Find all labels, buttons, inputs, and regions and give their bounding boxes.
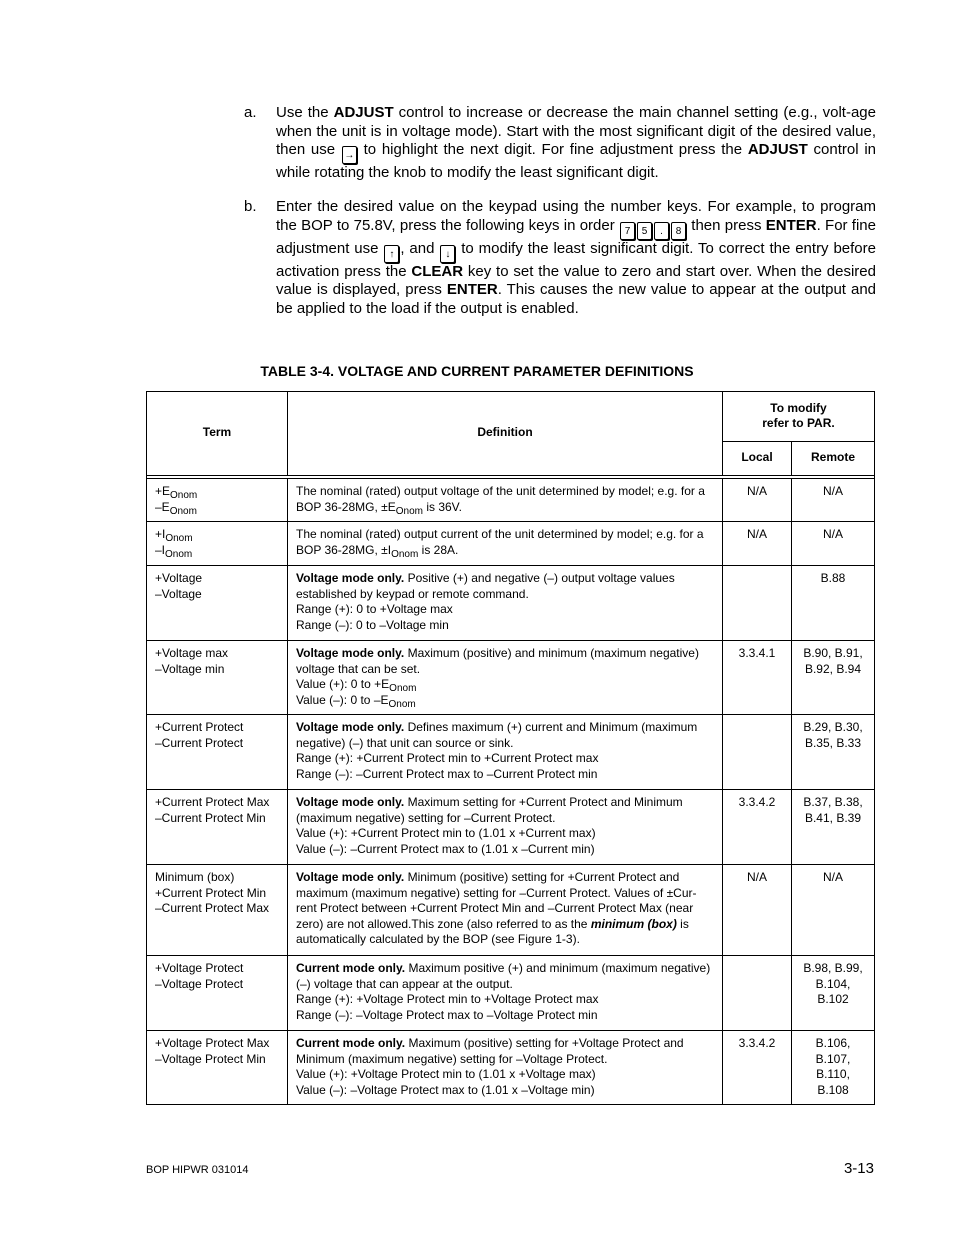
paragraph-a-text: Use the ADJUST control to increase or decrease the main channel setting (e.g., volt-age when the unit is in voltage mode). Start with the most significant digit of the desired value, then use → to highlight the next digit. For fine adjustment press the ADJUST control in while rotating the knob to modify the least significant digit.	[276, 104, 876, 182]
definition-cell: The nominal (rated) output voltage of the unit determined by model; e.g. for a BOP 36-28MG, $\pm E_{Onom}$ is 36V.	[288, 479, 723, 522]
paragraph-b-text: Enter the desired value on the keypad using the number keys. For example, to program the BOP to 75.8V, press the following keys in order 7 5 . 8 then press ENTER. For fine adjustment use ↑ , and ↓ to modify the least significant digit. To correct the entry before activation press the CLEAR key to set the value to zero and start over. When the desired value is displayed, press ENTER. This causes the new value to appear at the output and be applied to the load if the output is enabled.	[276, 198, 876, 318]
key-7-icon: 7	[620, 222, 635, 240]
local-cell: 3.3.4.1	[723, 641, 792, 715]
paragraph-a-label: a.	[244, 104, 257, 121]
remote-cell: B.90, B.91, B.92, B.94	[792, 641, 875, 715]
remote-cell: B.88	[792, 566, 875, 641]
paragraph-b-label: b.	[244, 198, 257, 215]
term-cell: +Voltage Protect Max –Voltage Protect Min	[147, 1031, 288, 1105]
definition-cell: Current mode only. Maximum (positive) setting for +Voltage Protect and Minimum (maximum negative) setting for –Voltage Protect. Value (+): +Voltage Protect min to (1.01 x +Voltage max) Value (–): –Voltage Protect max to (1.01 x –Voltage min)	[288, 1031, 723, 1105]
definition-cell: Voltage mode only. Defines maximum (+) current and Minimum (maximum negative) (–) that unit can source or sink. Range (+): +Current Protect min to +Current Protect max Range (–): –Current Protect max to –Current Protect min	[288, 715, 723, 790]
up-arrow-key-icon: ↑	[384, 245, 399, 263]
remote-cell: B.98, B.99, B.104, B.102	[792, 956, 875, 1031]
remote-cell: N/A	[792, 522, 875, 566]
header-local: Local	[723, 442, 792, 476]
term-cell: +Voltage max –Voltage min	[147, 641, 288, 715]
local-cell	[723, 715, 792, 790]
term-cell: Minimum (box) +Current Protect Min –Current Protect Max	[147, 865, 288, 956]
term-cell: +Voltage Protect –Voltage Protect	[147, 956, 288, 1031]
table-row	[147, 956, 875, 1031]
term-cell: $+E_{Onom}$ $-E_{Onom}$	[147, 479, 288, 522]
table-row	[147, 522, 875, 566]
table-row	[147, 641, 875, 715]
remote-cell: B.29, B.30, B.35, B.33	[792, 715, 875, 790]
local-cell: 3.3.4.2	[723, 790, 792, 865]
right-arrow-key-icon: →	[342, 146, 357, 164]
remote-cell: N/A	[792, 865, 875, 956]
local-cell	[723, 566, 792, 641]
local-cell: N/A	[723, 479, 792, 522]
definition-cell: The nominal (rated) output current of the unit determined by model; e.g. for a BOP 36-28MG, $\pm I_{Onom}$ is 28A.	[288, 522, 723, 566]
key-decimal-icon: .	[654, 222, 669, 240]
remote-cell: N/A	[792, 479, 875, 522]
table-title: TABLE 3-4. VOLTAGE AND CURRENT PARAMETER DEFINITIONS	[260, 363, 694, 379]
table-row	[147, 566, 875, 641]
parameter-definitions-table	[146, 391, 875, 1105]
key-5-icon: 5	[637, 222, 652, 240]
term-cell: +Current Protect Max –Current Protect Min	[147, 790, 288, 865]
definition-cell: Voltage mode only. Maximum setting for +Current Protect and Minimum (maximum negative) setting for –Current Protect. Value (+): +Current Protect min to (1.01 x +Current max) Value (–): –Current Protect max to (1.01 x –Current min)	[288, 790, 723, 865]
key-8-icon: 8	[671, 222, 686, 240]
paragraph-b	[244, 198, 876, 319]
table-row	[147, 865, 875, 956]
table-row	[147, 479, 875, 522]
remote-cell: B.106, B.107, B.110, B.108	[792, 1031, 875, 1105]
header-to-modify: To modify refer to PAR.	[723, 392, 875, 442]
local-cell	[723, 956, 792, 1031]
paragraph-a	[244, 104, 876, 183]
header-term: Term	[147, 392, 288, 476]
footer-doc-id: BOP HIPWR 031014	[146, 1164, 249, 1176]
header-remote: Remote	[792, 442, 875, 476]
table-row	[147, 1031, 875, 1105]
term-cell: +Current Protect –Current Protect	[147, 715, 288, 790]
table-row	[147, 790, 875, 865]
term-cell: +Voltage –Voltage	[147, 566, 288, 641]
local-cell: 3.3.4.2	[723, 1031, 792, 1105]
page-number: 3-13	[843, 1160, 874, 1177]
term-cell: $+I_{Onom}$ $-I_{Onom}$	[147, 522, 288, 566]
definition-cell: Voltage mode only. Positive (+) and negative (–) output voltage values established by keypad or remote command. Range (+): 0 to +Voltage max Range (–): 0 to –Voltage min	[288, 566, 723, 641]
header-definition: Definition	[288, 392, 723, 476]
local-cell: N/A	[723, 522, 792, 566]
down-arrow-key-icon: ↓	[440, 245, 455, 263]
definition-cell: Voltage mode only. Minimum (positive) setting for +Current Protect and maximum (maximum negative) setting for –Current Protect. Values of ±Cur-rent Protect between +Current Protect Min and –Current Protect Max (near zero) are not allowed.This zone (also referred to as the minimum (box) is automatically calculated by the BOP (see Figure 1-3).	[288, 865, 723, 956]
definition-cell: Current mode only. Maximum positive (+) and minimum (maximum negative) (–) voltage that can appear at the output. Range (+): +Voltage Protect min to +Voltage Protect max Range (–): –Voltage Protect max to –Voltage Protect min	[288, 956, 723, 1031]
definition-cell: Voltage mode only. Maximum (positive) and minimum (maximum negative) voltage that can be set. Value (+): 0 to $+E_{Onom}$ Value (–): 0 to $-E_{Onom}$	[288, 641, 723, 715]
local-cell: N/A	[723, 865, 792, 956]
table-row	[147, 715, 875, 790]
remote-cell: B.37, B.38, B.41, B.39	[792, 790, 875, 865]
